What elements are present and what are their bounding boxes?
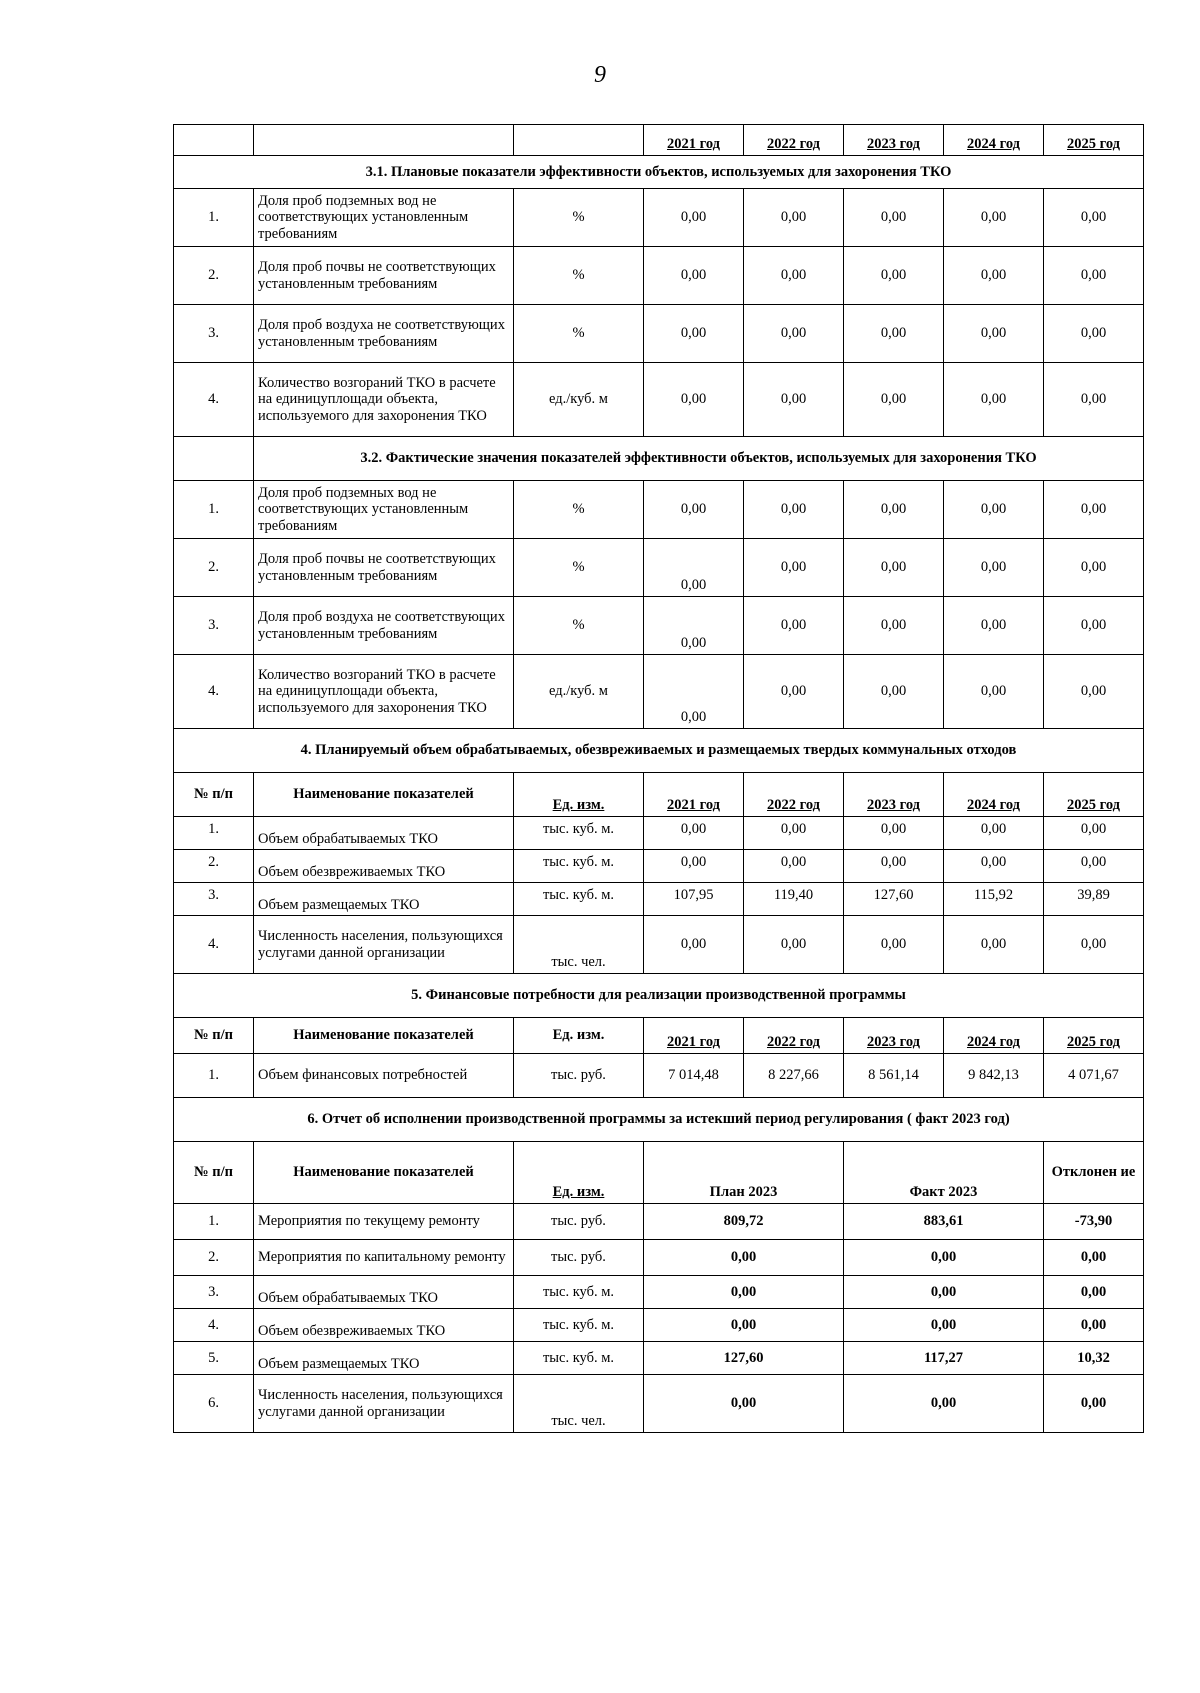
value-cell: 8 227,66 [744, 1054, 844, 1098]
table-row [174, 916, 1144, 974]
value-cell: 0,00 [644, 850, 744, 883]
value-cell: 0,00 [644, 189, 744, 247]
unit-cell: тыс. куб. м. [514, 817, 644, 850]
table-row [174, 1240, 1144, 1276]
value-cell: 0,00 [1044, 817, 1144, 850]
value-cell: 0,00 [944, 916, 1044, 974]
indicators-table [173, 124, 1144, 1433]
column-header-row [174, 1142, 1144, 1204]
indicator-name: Количество возгораний ТКО в расчете на единицуплощади объекта, используемого для захоронения ТКО [254, 655, 514, 729]
row-number: 6. [174, 1375, 254, 1433]
section-title-row [174, 974, 1144, 1018]
unit-cell: тыс. куб. м. [514, 850, 644, 883]
indicator-name: Численность населения, пользующихся услугами данной организации [254, 916, 514, 974]
fact-value: 0,00 [844, 1309, 1044, 1342]
value-cell: 0,00 [1044, 481, 1144, 539]
value-cell: 0,00 [944, 189, 1044, 247]
col-header-name: Наименование показателей [254, 1018, 514, 1054]
indicator-name: Количество возгораний ТКО в расчете на единицуплощади объекта, используемого для захоронения ТКО [254, 363, 514, 437]
section-4-title: 4. Планируемый объем обрабатываемых, обезвреживаемых и размещаемых твердых коммунальных отходов [174, 729, 1144, 773]
value-cell: 0,00 [944, 655, 1044, 729]
unit-cell: тыс. куб. м. [514, 883, 644, 916]
col-header-number: № п/п [174, 1018, 254, 1054]
value-cell: 0,00 [944, 481, 1044, 539]
unit-cell: % [514, 247, 644, 305]
row-number: 3. [174, 1276, 254, 1309]
indicator-name: Объем финансовых потребностей [254, 1054, 514, 1098]
deviation-value: 0,00 [1044, 1309, 1144, 1342]
plan-value: 0,00 [644, 1309, 844, 1342]
indicator-name: Объем обезвреживаемых ТКО [254, 1309, 514, 1342]
col-header-fact: Факт 2023 [844, 1142, 1044, 1204]
year-header: 2022 год [744, 1018, 844, 1054]
value-cell: 0,00 [644, 916, 744, 974]
indicator-name: Объем размещаемых ТКО [254, 883, 514, 916]
table-row [174, 363, 1144, 437]
year-header: 2021 год [644, 773, 744, 817]
row-number: 2. [174, 539, 254, 597]
value-cell: 0,00 [844, 481, 944, 539]
unit-cell: % [514, 481, 644, 539]
value-cell: 0,00 [844, 850, 944, 883]
table-row [174, 883, 1144, 916]
value-cell: 0,00 [944, 247, 1044, 305]
year-header: 2024 год [944, 1018, 1044, 1054]
indicator-name: Мероприятия по капитальному ремонту [254, 1240, 514, 1276]
value-cell: 0,00 [844, 189, 944, 247]
table-row [174, 1054, 1144, 1098]
year-header: 2024 год [944, 125, 1044, 156]
value-cell: 0,00 [1044, 247, 1144, 305]
value-cell: 0,00 [1044, 189, 1144, 247]
indicator-name: Доля проб воздуха не соответствующих установленным требованиям [254, 305, 514, 363]
indicator-name: Объем обрабатываемых ТКО [254, 817, 514, 850]
deviation-value: -73,90 [1044, 1204, 1144, 1240]
value-cell: 7 014,48 [644, 1054, 744, 1098]
value-cell: 0,00 [944, 305, 1044, 363]
col-header-number: № п/п [174, 773, 254, 817]
value-cell: 0,00 [1044, 305, 1144, 363]
table-row [174, 539, 1144, 597]
indicator-name: Численность населения, пользующихся услугами данной организации [254, 1375, 514, 1433]
year-header: 2021 год [644, 125, 744, 156]
row-number: 3. [174, 597, 254, 655]
indicator-name: Доля проб подземных вод не соответствующих установленным требованиям [254, 481, 514, 539]
plan-value: 127,60 [644, 1342, 844, 1375]
row-number: 2. [174, 247, 254, 305]
unit-cell: ед./куб. м [514, 655, 644, 729]
value-cell: 0,00 [744, 597, 844, 655]
row-number: 4. [174, 1309, 254, 1342]
table-row [174, 1204, 1144, 1240]
row-number: 5. [174, 1342, 254, 1375]
value-cell: 0,00 [844, 539, 944, 597]
value-cell: 0,00 [944, 363, 1044, 437]
table-row [174, 189, 1144, 247]
value-cell: 0,00 [644, 817, 744, 850]
table-row [174, 1309, 1144, 1342]
value-cell: 0,00 [644, 597, 744, 655]
row-number: 1. [174, 481, 254, 539]
unit-cell: ед./куб. м [514, 363, 644, 437]
value-cell: 0,00 [844, 916, 944, 974]
value-cell: 115,92 [944, 883, 1044, 916]
unit-cell: % [514, 539, 644, 597]
value-cell: 9 842,13 [944, 1054, 1044, 1098]
col-header-name: Наименование показателей [254, 773, 514, 817]
year-header: 2025 год [1044, 1018, 1144, 1054]
unit-cell: тыс. чел. [514, 916, 644, 974]
row-number: 4. [174, 916, 254, 974]
unit-cell: тыс. куб. м. [514, 1276, 644, 1309]
value-cell: 0,00 [644, 305, 744, 363]
plan-value: 0,00 [644, 1276, 844, 1309]
value-cell: 39,89 [1044, 883, 1144, 916]
indicator-name: Доля проб воздуха не соответствующих установленным требованиям [254, 597, 514, 655]
section-6-title: 6. Отчет об исполнении производственной программы за истекший период регулирования ( факт 2023 год) [174, 1098, 1144, 1142]
value-cell: 0,00 [844, 305, 944, 363]
value-cell: 0,00 [744, 916, 844, 974]
indicator-name: Объем обезвреживаемых ТКО [254, 850, 514, 883]
table-row [174, 597, 1144, 655]
table-row [174, 1375, 1144, 1433]
row-number: 1. [174, 1204, 254, 1240]
fact-value: 883,61 [844, 1204, 1044, 1240]
value-cell: 127,60 [844, 883, 944, 916]
unit-cell: тыс. руб. [514, 1204, 644, 1240]
value-cell: 0,00 [944, 597, 1044, 655]
unit-cell: тыс. руб. [514, 1240, 644, 1276]
column-header-row [174, 1018, 1144, 1054]
value-cell: 0,00 [944, 850, 1044, 883]
plan-value: 0,00 [644, 1375, 844, 1433]
value-cell: 0,00 [744, 189, 844, 247]
col-header-deviation: Отклонен ие [1044, 1142, 1144, 1204]
value-cell: 0,00 [744, 481, 844, 539]
fact-value: 0,00 [844, 1375, 1044, 1433]
row-number: 1. [174, 189, 254, 247]
deviation-value: 0,00 [1044, 1240, 1144, 1276]
section-3-1-title: 3.1. Плановые показатели эффективности объектов, используемых для захоронения ТКО [174, 156, 1144, 189]
value-cell: 0,00 [744, 850, 844, 883]
value-cell: 0,00 [944, 817, 1044, 850]
value-cell: 0,00 [744, 539, 844, 597]
deviation-value: 0,00 [1044, 1276, 1144, 1309]
row-number: 1. [174, 817, 254, 850]
section-title-row [174, 729, 1144, 773]
year-header: 2021 год [644, 1018, 744, 1054]
value-cell: 0,00 [1044, 597, 1144, 655]
unit-cell: тыс. чел. [514, 1375, 644, 1433]
row-number: 3. [174, 305, 254, 363]
value-cell: 0,00 [844, 817, 944, 850]
unit-cell: тыс. куб. м. [514, 1309, 644, 1342]
fact-value: 117,27 [844, 1342, 1044, 1375]
value-cell: 0,00 [744, 363, 844, 437]
value-cell: 0,00 [644, 247, 744, 305]
value-cell: 0,00 [1044, 539, 1144, 597]
value-cell: 4 071,67 [1044, 1054, 1144, 1098]
col-header-plan: План 2023 [644, 1142, 844, 1204]
unit-cell: % [514, 305, 644, 363]
unit-cell: % [514, 597, 644, 655]
value-cell: 0,00 [644, 363, 744, 437]
value-cell: 0,00 [1044, 850, 1144, 883]
fact-value: 0,00 [844, 1240, 1044, 1276]
plan-value: 809,72 [644, 1204, 844, 1240]
value-cell: 0,00 [844, 247, 944, 305]
section-title-row [174, 1098, 1144, 1142]
row-number: 2. [174, 1240, 254, 1276]
table-row [174, 850, 1144, 883]
table-row [174, 481, 1144, 539]
section-5-title: 5. Финансовые потребности для реализации производственной программы [174, 974, 1144, 1018]
value-cell: 0,00 [844, 597, 944, 655]
indicator-name: Объем обрабатываемых ТКО [254, 1276, 514, 1309]
year-header: 2024 год [944, 773, 1044, 817]
value-cell: 0,00 [1044, 363, 1144, 437]
indicator-name: Доля проб подземных вод не соответствующих установленным требованиям [254, 189, 514, 247]
table-row [174, 305, 1144, 363]
indicator-name: Объем размещаемых ТКО [254, 1342, 514, 1375]
table-row [174, 247, 1144, 305]
row-number: 3. [174, 883, 254, 916]
value-cell: 0,00 [1044, 916, 1144, 974]
unit-cell: % [514, 189, 644, 247]
value-cell: 0,00 [844, 363, 944, 437]
row-number: 4. [174, 655, 254, 729]
unit-cell: тыс. куб. м. [514, 1342, 644, 1375]
col-header-name: Наименование показателей [254, 1142, 514, 1204]
year-header: 2022 год [744, 125, 844, 156]
page-number: 9 [594, 62, 606, 88]
row-number: 2. [174, 850, 254, 883]
year-header: 2022 год [744, 773, 844, 817]
column-header-row [174, 773, 1144, 817]
value-cell: 0,00 [844, 655, 944, 729]
year-header: 2025 год [1044, 773, 1144, 817]
years-header-row [174, 125, 1144, 156]
table-row [174, 1342, 1144, 1375]
deviation-value: 0,00 [1044, 1375, 1144, 1433]
row-number: 4. [174, 363, 254, 437]
year-header: 2023 год [844, 773, 944, 817]
value-cell: 0,00 [744, 655, 844, 729]
col-header-unit: Ед. изм. [514, 773, 644, 817]
plan-value: 0,00 [644, 1240, 844, 1276]
section-title-row [174, 437, 1144, 481]
value-cell: 0,00 [644, 481, 744, 539]
col-header-unit: Ед. изм. [514, 1018, 644, 1054]
value-cell: 0,00 [644, 539, 744, 597]
indicator-name: Доля проб почвы не соответствующих установленным требованиям [254, 247, 514, 305]
deviation-value: 10,32 [1044, 1342, 1144, 1375]
value-cell: 0,00 [644, 655, 744, 729]
value-cell: 0,00 [744, 305, 844, 363]
value-cell: 107,95 [644, 883, 744, 916]
year-header: 2023 год [844, 125, 944, 156]
year-header: 2025 год [1044, 125, 1144, 156]
section-3-2-title: 3.2. Фактические значения показателей эффективности объектов, используемых для захоронения ТКО [254, 437, 1144, 481]
table-row [174, 1276, 1144, 1309]
year-header: 2023 год [844, 1018, 944, 1054]
value-cell: 8 561,14 [844, 1054, 944, 1098]
value-cell: 119,40 [744, 883, 844, 916]
col-header-number: № п/п [174, 1142, 254, 1204]
value-cell: 0,00 [744, 247, 844, 305]
indicator-name: Мероприятия по текущему ремонту [254, 1204, 514, 1240]
table-row [174, 655, 1144, 729]
row-number: 1. [174, 1054, 254, 1098]
value-cell: 0,00 [1044, 655, 1144, 729]
indicator-name: Доля проб почвы не соответствующих установленным требованиям [254, 539, 514, 597]
section-title-row [174, 156, 1144, 189]
col-header-unit: Ед. изм. [514, 1142, 644, 1204]
value-cell: 0,00 [744, 817, 844, 850]
fact-value: 0,00 [844, 1276, 1044, 1309]
unit-cell: тыс. руб. [514, 1054, 644, 1098]
value-cell: 0,00 [944, 539, 1044, 597]
table-row [174, 817, 1144, 850]
